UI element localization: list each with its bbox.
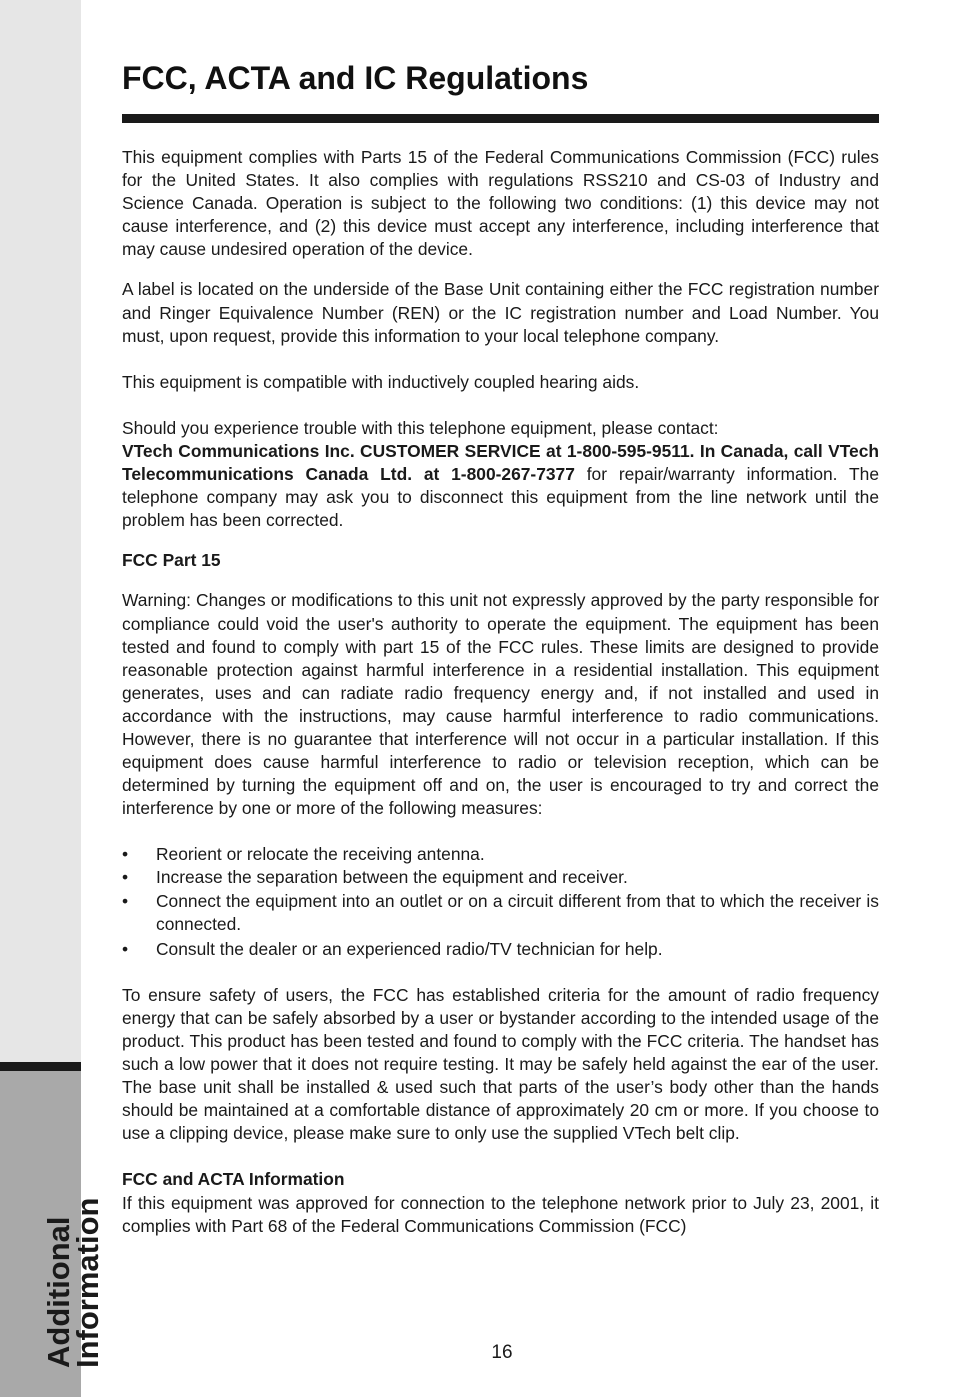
bullet-icon: • — [122, 890, 129, 911]
section-tab-line-1: Additional — [41, 1216, 76, 1368]
page-title: FCC, ACTA and IC Regulations — [122, 60, 589, 96]
paragraph-hearing-aids: This equipment is compatible with inductively coupled hearing aids. — [122, 371, 640, 392]
list-item-text: Reorient or relocate the receiving antenna. — [156, 844, 485, 865]
bullet-icon: • — [122, 844, 129, 865]
list-item — [122, 938, 879, 961]
section-tab-label — [41, 1148, 105, 1368]
paragraph-compliance: This equipment complies with Parts 15 of the Federal Communications Commission (FCC) rules for the United States. It also complies with regulations RSS210 and CS-03 of Industry and Science Canada. Operation is subject to the following two conditions: (1) this device may not cause interference, and (2) this device must accept any interference, including interference that may cause undesired operation of the device. — [122, 147, 879, 260]
list-item — [122, 843, 879, 866]
list-item — [122, 866, 879, 889]
contact-info: VTech Communications Inc. CUSTOMER SERVICE at 1-800-595-9511. In Canada, call VTech Telecommunications Canada Ltd. at 1-800-267-7377 — [122, 440, 879, 485]
bullet-icon: • — [122, 867, 129, 888]
paragraph-safety: To ensure safety of users, the FCC has established criteria for the amount of radio frequency energy that can be safely absorbed by a user or bystander according to the intended usage of the product. This product has been tested and found to comply with the FCC criteria. The handset has such a low power that it does not require testing. It may be safely held against the ear of the user. The base unit shall be installed & used such that parts of the user’s body other than the hands should be maintained at a comfortable distance of approximately 20 cm or more. If you choose to use a clipping device, please make sure to only use the supplied VTech belt clip. — [122, 984, 879, 1144]
paragraph-contact-intro: Should you experience trouble with this telephone equipment, please contact: — [122, 417, 719, 438]
paragraph-contact — [122, 440, 879, 532]
contact-rest: for repair/warranty information. The telephone company may ask you to disconnect this equipment from the line network until the problem has been corrected. — [122, 464, 879, 531]
paragraph-acta: If this equipment was approved for connection to the telephone network prior to July 23, 2001, it complies with Part 68 of the Federal Communications Commission (FCC) — [122, 1192, 879, 1236]
paragraph-label: A label is located on the underside of the Base Unit containing either the FCC registration number and Ringer Equivalence Number (REN) or the IC registration number and Load Number. You must, upon request, provide this information to your local telephone company. — [122, 279, 879, 346]
list-item-text: Increase the separation between the equipment and receiver. — [156, 867, 628, 888]
measures-list — [122, 843, 879, 960]
heading-fcc-acta: FCC and ACTA Information — [122, 1169, 345, 1190]
list-item — [122, 890, 879, 936]
heading-fcc-part-15: FCC Part 15 — [122, 550, 221, 571]
title-rule — [122, 114, 879, 123]
section-tab-line-2: Information — [70, 1197, 105, 1368]
list-item-text: Consult the dealer or an experienced radio/TV technician for help. — [156, 938, 663, 959]
page-content — [122, 146, 879, 1238]
list-item-text: Connect the equipment into an outlet or on a circuit different from that to which the receiver is connected. — [156, 890, 879, 934]
bullet-icon: • — [122, 938, 129, 959]
paragraph-warning: Warning: Changes or modifications to this unit not expressly approved by the party responsible for compliance could void the user's authority to operate the equipment. The equipment has been tested and found to comply with part 15 of the FCC rules. These limits are designed to provide reasonable protection against harmful interference in a residential installation. This equipment generates, uses and can radiate radio frequency energy and, if not installed and used in accordance with the instructions, may cause harmful interference to radio communications. However, there is no guarantee that interference will not occur in a particular installation. If this equipment does cause harmful interference to radio or television reception, which can be determined by turning the equipment off and on, the user is encouraged to try and correct the interference by one or more of the following measures: — [122, 590, 879, 819]
page-number: 16 — [491, 1342, 513, 1363]
